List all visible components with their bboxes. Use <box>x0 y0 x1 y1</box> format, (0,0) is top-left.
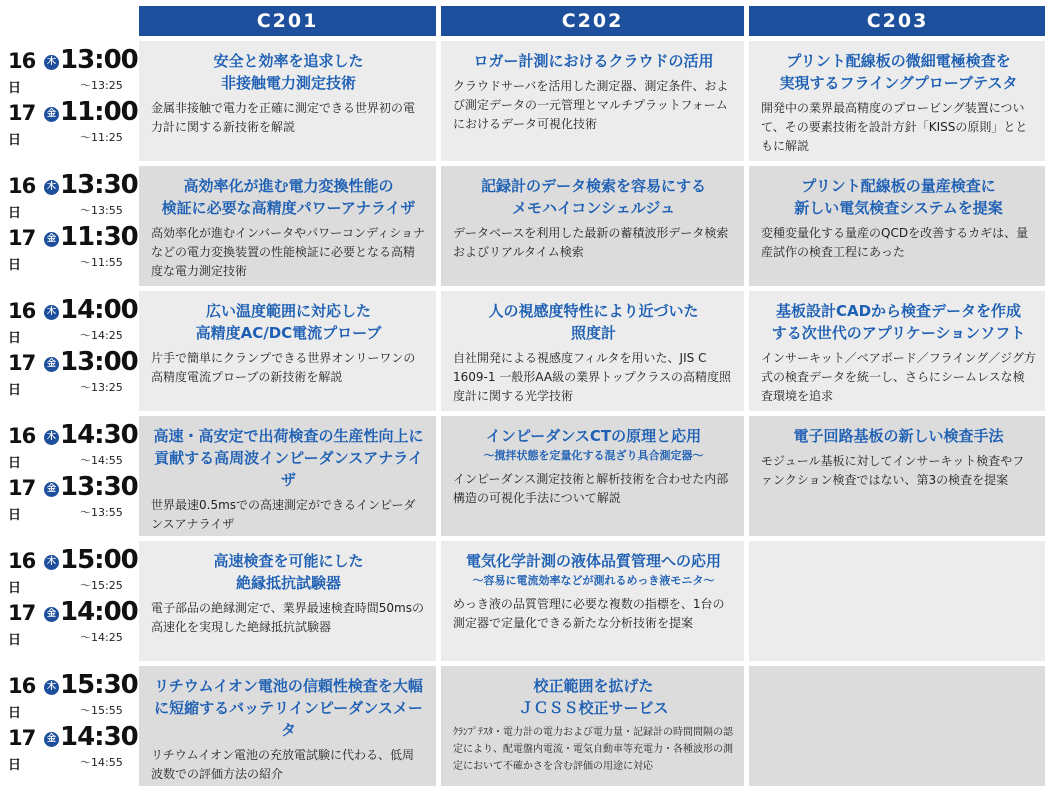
day-label <box>8 549 35 597</box>
weekday-badge-icon: 金 <box>44 482 59 497</box>
session-cell <box>749 166 1045 286</box>
start-time: 13:00 <box>60 347 138 377</box>
session-title <box>453 425 734 447</box>
day-label <box>8 601 35 649</box>
session-title-line: プリント配線板の量産検査に <box>801 177 996 195</box>
session-title-line: 電子回路基板の新しい検査手法 <box>793 427 1004 445</box>
day-unit: 日 <box>8 508 21 523</box>
session-title-line: リチウムイオン電池の信頼性検査を大幅 <box>154 677 423 695</box>
session-description: ｸﾗﾝﾌﾟﾃｽﾀ・電力計の電力および電力量・記録計の時間間隔の認定により、配電盤内電流・電気自動車等充電力・各種波形の測定において不確かさを含む評価の用途に対応 <box>453 727 733 772</box>
session-cell <box>749 291 1045 411</box>
start-time: 14:30 <box>60 722 138 752</box>
weekday-badge-icon: 金 <box>44 107 59 122</box>
day-unit: 日 <box>8 383 21 398</box>
day-number: 17 <box>8 226 36 250</box>
session-title <box>151 175 426 219</box>
session-title-line: 高精度AC/DC電流プローブ <box>195 324 382 342</box>
end-time: ～14:25 <box>80 329 123 342</box>
session-title <box>453 175 734 219</box>
session-description: リチウムイオン電池の充放電試験に代わる、低周波数での評価方法の紹介 <box>151 748 415 781</box>
session-title-line: 実現するフライングプローブテスタ <box>779 74 1018 92</box>
weekday-badge-icon: 木 <box>44 180 59 195</box>
end-time: ～14:55 <box>80 756 123 769</box>
session-subtitle: ～容易に電流効率などが測れるめっき液モニタ～ <box>472 574 715 587</box>
time-slot <box>0 666 138 786</box>
session-title-line: 高効率化が進む電力変換性能の <box>183 177 394 195</box>
end-time: ～11:55 <box>80 256 123 269</box>
session-description: 片手で簡単にクランプできる世界オンリーワンの高精度電流プローブの新技術を解説 <box>151 351 416 384</box>
weekday-badge-icon: 金 <box>44 232 59 247</box>
day-unit: 日 <box>8 456 21 471</box>
session-description: めっき液の品質管理に必要な複数の指標を、1台の測定器で定量化できる新たな分析技術を提案 <box>453 597 725 630</box>
session-description: モジュール基板に対してインサーキット検査やファンクション検査ではない、第3の検査を提案 <box>761 454 1025 487</box>
day-unit: 日 <box>8 133 21 148</box>
weekday-badge-icon: 木 <box>44 430 59 445</box>
day-unit: 日 <box>8 633 21 648</box>
end-time: ～11:25 <box>80 131 123 144</box>
weekday-badge-icon: 木 <box>44 305 59 320</box>
session-cell <box>749 41 1045 161</box>
session-title <box>151 675 426 741</box>
column-header-c202: C202 <box>441 6 744 36</box>
day-label <box>8 101 35 149</box>
day-label <box>8 424 35 472</box>
end-time: ～13:55 <box>80 204 123 217</box>
session-title-line: 電気化学計測の液体品質管理への応用 <box>465 552 721 570</box>
end-time: ～14:55 <box>80 454 123 467</box>
start-time: 13:30 <box>60 170 138 200</box>
day-number: 16 <box>8 549 36 573</box>
session-title <box>453 675 734 719</box>
session-title-line: 人の視感度特性により近づいた <box>488 302 699 320</box>
day-label <box>8 226 35 274</box>
time-slot <box>0 416 138 536</box>
session-description: インピーダンス測定技術と解析技術を合わせた内部構造の可視化手法について解説 <box>453 472 729 505</box>
session-cell <box>441 416 744 536</box>
end-time: ～15:55 <box>80 704 123 717</box>
session-title <box>453 300 734 344</box>
time-slot <box>0 541 138 661</box>
end-time: ～13:25 <box>80 79 123 92</box>
session-title <box>761 425 1036 447</box>
end-time: ～14:25 <box>80 631 123 644</box>
start-time: 14:30 <box>60 420 138 450</box>
start-time: 15:30 <box>60 670 138 700</box>
session-title <box>761 300 1036 344</box>
time-slot <box>0 291 138 411</box>
weekday-badge-icon: 木 <box>44 55 59 70</box>
time-slot <box>0 166 138 286</box>
weekday-badge-icon: 金 <box>44 357 59 372</box>
start-time: 14:00 <box>60 597 138 627</box>
day-number: 16 <box>8 174 36 198</box>
day-unit: 日 <box>8 706 21 721</box>
session-cell <box>441 166 744 286</box>
day-number: 17 <box>8 726 36 750</box>
session-cell <box>441 291 744 411</box>
session-title-line: 高速検査を可能にした <box>213 552 364 570</box>
session-title-line: に短縮するバッテリインピーダンスメータ <box>154 699 423 739</box>
session-description: 開発中の業界最高精度のプロービング装置について、その要素技術を設計方針「KISSの原則」とともに解説 <box>761 101 1028 153</box>
day-label <box>8 674 35 722</box>
session-cell <box>139 416 436 536</box>
session-title-line: 安全と効率を追求した <box>213 52 364 70</box>
session-description: クラウドサーバを活用した測定器、測定条件、および測定データの一元管理とマルチプラットフォームにおけるデータ可視化技術 <box>453 79 729 131</box>
day-label <box>8 476 35 524</box>
session-title-line: 高速・高安定で出荷検査の生産性向上に <box>153 427 424 445</box>
time-slot <box>0 41 138 161</box>
day-label <box>8 299 35 347</box>
day-number: 16 <box>8 674 36 698</box>
column-header-c201: C201 <box>139 6 436 36</box>
session-title <box>151 550 426 594</box>
session-title <box>151 50 426 94</box>
day-label <box>8 49 35 97</box>
day-label <box>8 174 35 222</box>
day-label <box>8 351 35 399</box>
session-description: インサーキット／ベアボード／フライング／ジグ方式の検査データを統一し、さらにシームレスな検査環境を追求 <box>761 351 1036 403</box>
start-time: 11:00 <box>60 97 138 127</box>
session-title <box>453 50 734 72</box>
session-title <box>761 175 1036 219</box>
weekday-badge-icon: 金 <box>44 607 59 622</box>
session-title-line: 絶縁抵抗試験器 <box>235 574 341 592</box>
session-cell-empty <box>749 666 1045 786</box>
start-time: 15:00 <box>60 545 138 575</box>
session-description: 世界最速0.5msでの高速測定ができるインピーダンスアナライザ <box>151 498 416 531</box>
session-title <box>761 50 1036 94</box>
session-title-line: 貢献する高周波インピーダンスアナライザ <box>154 449 423 489</box>
day-number: 17 <box>8 101 36 125</box>
session-title-line: 非接触電力測定技術 <box>220 74 356 92</box>
session-cell <box>139 166 436 286</box>
day-number: 17 <box>8 351 36 375</box>
session-cell <box>139 666 436 786</box>
session-title-line: 照度計 <box>570 324 616 342</box>
day-unit: 日 <box>8 758 21 773</box>
session-title-line: 検証に必要な高精度パワーアナライザ <box>161 199 416 217</box>
session-cell <box>441 541 744 661</box>
session-description: 変種変量化する量産のQCDを改善するカギは、量産試作の検査工程にあった <box>761 226 1029 259</box>
day-unit: 日 <box>8 81 21 96</box>
start-time: 13:00 <box>60 45 138 75</box>
session-cell <box>441 41 744 161</box>
session-title-line: 基板設計CADから検査データを作成 <box>775 302 1022 320</box>
day-unit: 日 <box>8 331 21 346</box>
weekday-badge-icon: 木 <box>44 555 59 570</box>
session-cell <box>139 541 436 661</box>
session-description: 金属非接触で電力を正確に測定できる世界初の電力計に関する新技術を解説 <box>151 101 416 134</box>
session-cell <box>441 666 744 786</box>
column-header-c203: C203 <box>749 6 1045 36</box>
session-title-line: インピーダンスCTの原理と応用 <box>485 427 702 445</box>
session-title-line: プリント配線板の微細電極検査を <box>786 52 1011 70</box>
session-description: 電子部品の絶縁測定で、業界最速検査時間50msの高速化を実現した絶縁抵抗試験器 <box>151 601 424 634</box>
corner-blank <box>0 6 134 36</box>
session-cell-empty <box>749 541 1045 661</box>
session-title <box>151 425 426 491</box>
session-title-line: 広い温度範囲に対応した <box>205 302 371 320</box>
day-number: 17 <box>8 601 36 625</box>
start-time: 13:30 <box>60 472 138 502</box>
weekday-badge-icon: 金 <box>44 732 59 747</box>
session-cell <box>139 41 436 161</box>
session-title <box>151 300 426 344</box>
day-label <box>8 726 35 774</box>
session-cell <box>139 291 436 411</box>
session-cell <box>749 416 1045 536</box>
day-unit: 日 <box>8 258 21 273</box>
session-title-line: メモハイコンシェルジュ <box>511 199 676 217</box>
session-title-line: 記録計のデータ検索を容易にする <box>480 177 706 195</box>
day-number: 16 <box>8 49 36 73</box>
session-description: 自社開発による視感度フィルタを用いた、JIS C 1609-1 一般形AA級の業界トップクラスの高精度照度計に関する光学技術 <box>453 351 731 403</box>
session-title <box>453 550 734 572</box>
end-time: ～15:25 <box>80 579 123 592</box>
day-number: 16 <box>8 299 36 323</box>
end-time: ～13:25 <box>80 381 123 394</box>
start-time: 11:30 <box>60 222 138 252</box>
start-time: 14:00 <box>60 295 138 325</box>
session-title-line: 新しい電気検査システムを提案 <box>794 199 1003 217</box>
day-unit: 日 <box>8 581 21 596</box>
day-number: 16 <box>8 424 36 448</box>
weekday-badge-icon: 木 <box>44 680 59 695</box>
session-description: データベースを利用した最新の蓄積波形データ検索およびリアルタイム検索 <box>453 226 729 259</box>
session-subtitle: ～撹拌状態を定量化する混ざり具合測定器～ <box>483 449 704 462</box>
session-description: 高効率化が進むインバータやパワーコンディショナなどの電力変換装置の性能検証に必要となる高精度な電力測定技術 <box>151 226 425 278</box>
session-title-line: 校正範囲を拡げた <box>533 677 654 695</box>
session-title-line: ロガー計測におけるクラウドの活用 <box>473 52 714 70</box>
day-unit: 日 <box>8 206 21 221</box>
session-title-line: ＪＣＳＳ校正サービス <box>518 699 669 717</box>
session-title-line: する次世代のアプリケーションソフト <box>771 324 1026 342</box>
end-time: ～13:55 <box>80 506 123 519</box>
day-number: 17 <box>8 476 36 500</box>
